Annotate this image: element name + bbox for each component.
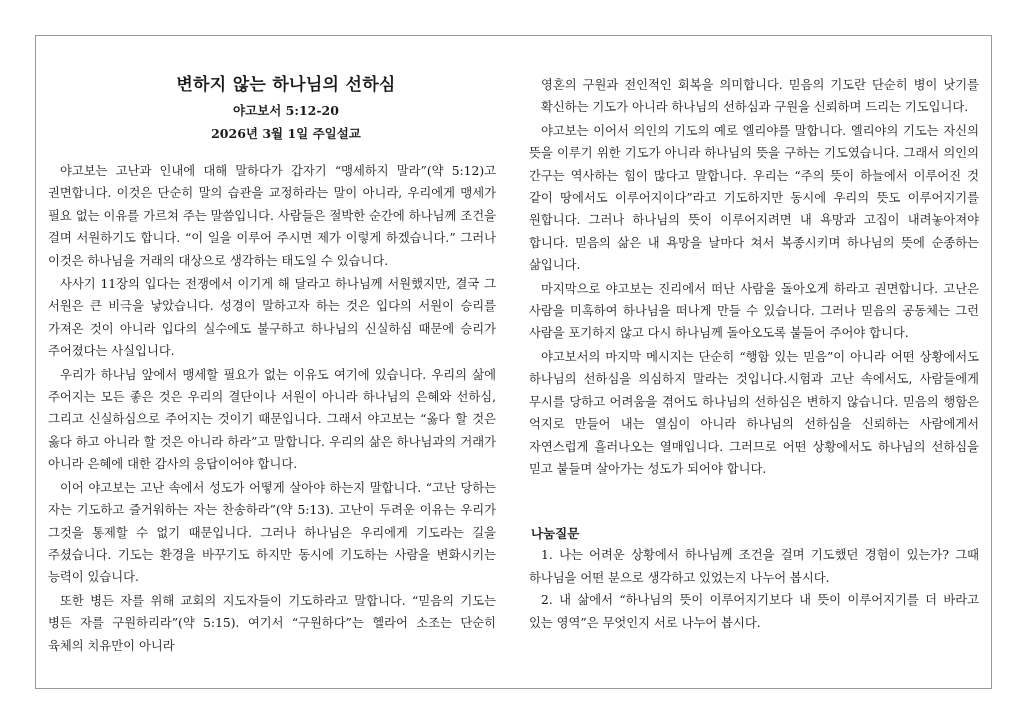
paragraph: 야고보서의 마지막 메시지는 단순히 “행함 있는 믿음”이 아니라 어떤 상황에서도 하나님의 선하심을 의심하지 말라는 것입니다.시험과 고난 속에서도, 사람들에게 무시를 당하고 어려움을 겪어도 하나님의 선하심은 변하지 않습니다. 믿음의 행함은 억지로 만들어 내는 열심이 아니라 하나님의 선하심을 신뢰하는 사람에게서 자연스럽게 흘러나오는 열매입니다. 그러므로 어떤 상황에서도 하나님의 선하심을 믿고 붙들며 살아가는 성도가 되어야 합니다. — [529, 349, 979, 476]
paragraph: 야고보는 이어서 의인의 기도의 예로 엘리야를 말합니다. 엘리야의 기도는 자신의 뜻을 이루기 위한 기도가 아니라 하나님의 뜻을 구하는 기도였습니다. 그래서 의인의 간구는 역사하는 힘이 많다고 말합니다. 우리는 “주의 뜻이 하늘에서 이루어진 것 같이 땅에서도 이루어지이다”라고 기도하지만 동시에 우리의 뜻도 이루어지기를 원합니다. 그러나 하나님의 뜻이 이루어지려면 내 욕망과 고집이 내려놓아져야 합니다. 믿음의 삶은 내 욕망을 날마다 쳐서 복종시키며 하나님의 뜻에 순종하는 삶입니다. — [529, 123, 979, 273]
sermon-header — [76, 70, 496, 142]
bulletin-page — [35, 35, 992, 689]
paragraph: 영혼의 구원과 전인적인 회복을 의미합니다. 믿음의 기도란 단순히 병이 낫기를 확신하는 기도가 아니라 하나님의 선하심과 구원을 신뢰하며 드리는 기도입니다. — [541, 78, 979, 115]
paragraph: 우리가 하나님 앞에서 맹세할 필요가 없는 이유도 여기에 있습니다. 우리의 삶에 주어지는 모든 좋은 것은 우리의 결단이나 서원이 아니라 하나님의 은혜와 선하심, 그리고 신실하심으로 주어지는 것이기 때문입니다. 그래서 야고보는 “옳다 할 것은 옳다 하고 아니라 할 것은 아니라 하라”고 말합니다. 우리의 삶은 하나님과의 거래가 아니라 은혜에 대한 감사의 응답이어야 합니다. — [48, 367, 496, 472]
sermon-date: 2026년 3월 1일 주일설교 — [211, 126, 361, 141]
sermon-title: 변하지 않는 하나님의 선하심 — [176, 75, 396, 95]
left-column — [46, 36, 496, 658]
discussion-question: 2. 내 삶에서 “하나님의 뜻이 이루어지기보다 내 뜻이 이루어지기를 더 바라고 있는 영역”은 무엇인지 서로 나누어 봅시다. — [529, 593, 979, 630]
discussion-title: 나눔질문 — [531, 526, 580, 542]
paragraph: 마지막으로 야고보는 진리에서 떠난 사람을 돌아오게 하라고 권면합니다. 고난은 사람을 미혹하여 하나님을 떠나게 만들 수 있습니다. 그러나 믿음의 공동체는 그런 사람을 포기하지 않고 다시 하나님께 돌아오도록 붙들어 주어야 합니다. — [529, 281, 979, 341]
scripture-reference: 야고보서 5:12-20 — [233, 103, 339, 118]
discussion-question: 1. 나는 어려운 상황에서 하나님께 조건을 걸며 기도했던 경험이 있는가? 그때 하나님을 어떤 분으로 생각하고 있었는지 나누어 봅시다. — [529, 548, 979, 585]
paragraph: 야고보는 고난과 인내에 대해 말하다가 갑자기 “맹세하지 말라”(약 5:12)고 권면합니다. 이것은 단순히 말의 습관을 교정하라는 말이 아니라, 우리에게 맹세가 필요 없는 이유를 가르쳐 주는 말씀입니다. 사람들은 절박한 순간에 하나님께 조건을 걸며 서원하기도 합니다. “이 일을 이루어 주시면 제가 이렇게 하겠습니다.” 그러나 이것은 하나님을 거래의 대상으로 생각하는 태도일 수 있습니다. — [48, 164, 496, 268]
paragraph: 또한 병든 자를 위해 교회의 지도자들이 기도하라고 말합니다. “믿음의 기도는 병든 자를 구원하리라”(약 5:15). 여기서 “구원하다”는 헬라어 소조는 단순히 육체의 치유만이 아니라 — [48, 593, 496, 653]
right-column — [529, 36, 979, 634]
paragraph: 이어 야고보는 고난 속에서 성도가 어떻게 살아야 하는지 말합니다. “고난 당하는 자는 기도하고 즐거워하는 자는 찬송하라”(약 5:13). 고난이 두려운 이유는 우리가 그것을 통제할 수 없기 때문입니다. 그러나 하나님은 우리에게 기도라는 길을 주셨습니다. 기도는 환경을 바꾸기도 하지만 동시에 기도하는 사람을 변화시키는 능력이 있습니다. — [48, 480, 496, 585]
paragraph: 사사기 11장의 입다는 전쟁에서 이기게 해 달라고 하나님께 서원했지만, 결국 그 서원은 큰 비극을 낳았습니다. 성경이 말하고자 하는 것은 입다의 서원이 승리를 가져온 것이 아니라 입다의 실수에도 불구하고 하나님의 신실하심 때문에 승리가 주어졌다는 사실입니다. — [48, 277, 496, 359]
